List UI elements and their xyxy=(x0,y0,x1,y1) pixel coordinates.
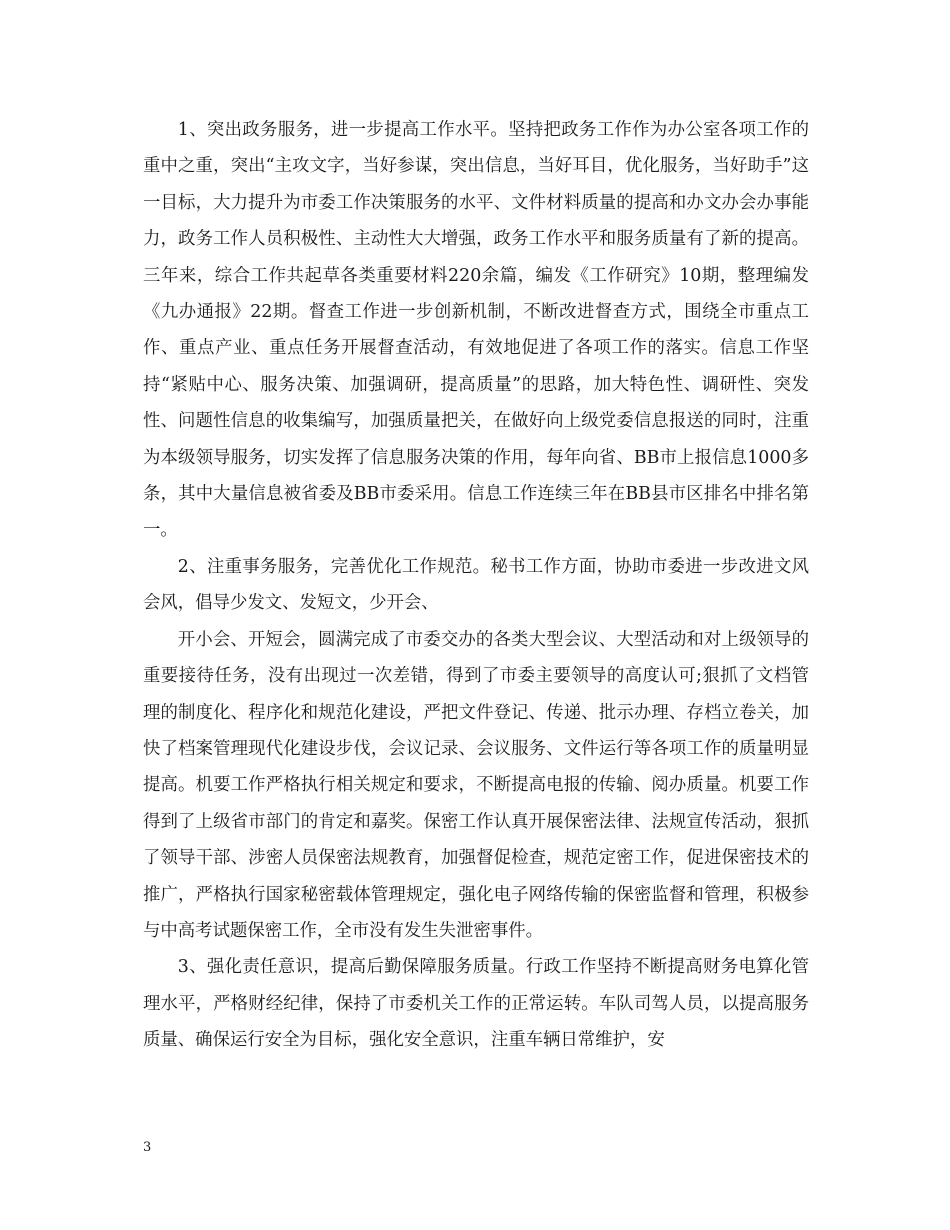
paragraph-3: 开小会、开短会，圆满完成了市委交办的各类大型会议、大型活动和对上级领导的重要接待任务，没有出现过一次差错，得到了市委主要领导的高度认可;狠抓了文档管理的制度化、程序化和规范化建设，严把文件登记、传递、批示办理、存档立卷关，加快了档案管理现代化建设步伐，会议记录、会议服务、文件运行等各项工作的质量明显提高。机要工作严格执行相关规定和要求，不断提高电报的传输、阅办质量。机要工作得到了上级省市部门的肯定和嘉奖。保密工作认真开展保密法律、法规宣传活动，狠抓了领导干部、涉密人员保密法规教育，加强督促检查，规范定密工作，促进保密技术的推广，严格执行国家秘密载体管理规定，强化电子网络传输的保密监督和管理，积极参与中高考试题保密工作，全市没有发生失泄密事件。 xyxy=(143,629,809,941)
paragraph-2: 2、注重事务服务，完善优化工作规范。秘书工作方面，协助市委进一步改进文风会风，倡导少发文、发短文，少开会、 xyxy=(143,556,809,614)
page-number: 3 xyxy=(143,1140,152,1155)
paragraph-4: 3、强化责任意识，提高后勤保障服务质量。行政工作坚持不断提高财务电算化管理水平，严格财经纪律，保持了市委机关工作的正常运转。车队司驾人员，以提高服务质量、确保运行安全为目标，强化安全意识，注重车辆日常维护，安 xyxy=(143,957,809,1051)
paragraph-1: 1、突出政务服务，进一步提高工作水平。坚持把政务工作作为办公室各项工作的重中之重，突出“主攻文字，当好参谋，突出信息，当好耳目，优化服务，当好助手”这一目标，大力提升为市委工作决策服务的水平、文件材料质量的提高和办文办会办事能力，政务工作人员积极性、主动性大大增强，政务工作水平和服务质量有了新的提高。三年来，综合工作共起草各类重要材料220余篇，编发《工作研究》10期，整理编发《九办通报》22期。督查工作进一步创新机制，不断改进督查方式，围绕全市重点工作、重点产业、重点任务开展督查活动，有效地促进了各项工作的落实。信息工作坚持“紧贴中心、服务决策、加强调研，提高质量”的思路，加大特色性、调研性、突发性、问题性信息的收集编写，加强质量把关，在做好向上级党委信息报送的同时，注重为本级领导服务，切实发挥了信息服务决策的作用，每年向省、BB市上报信息1000多条，其中大量信息被省委及BB市委采用。信息工作连续三年在BB县市区排名中排名第一。 xyxy=(143,120,809,541)
document-body xyxy=(143,112,809,1059)
